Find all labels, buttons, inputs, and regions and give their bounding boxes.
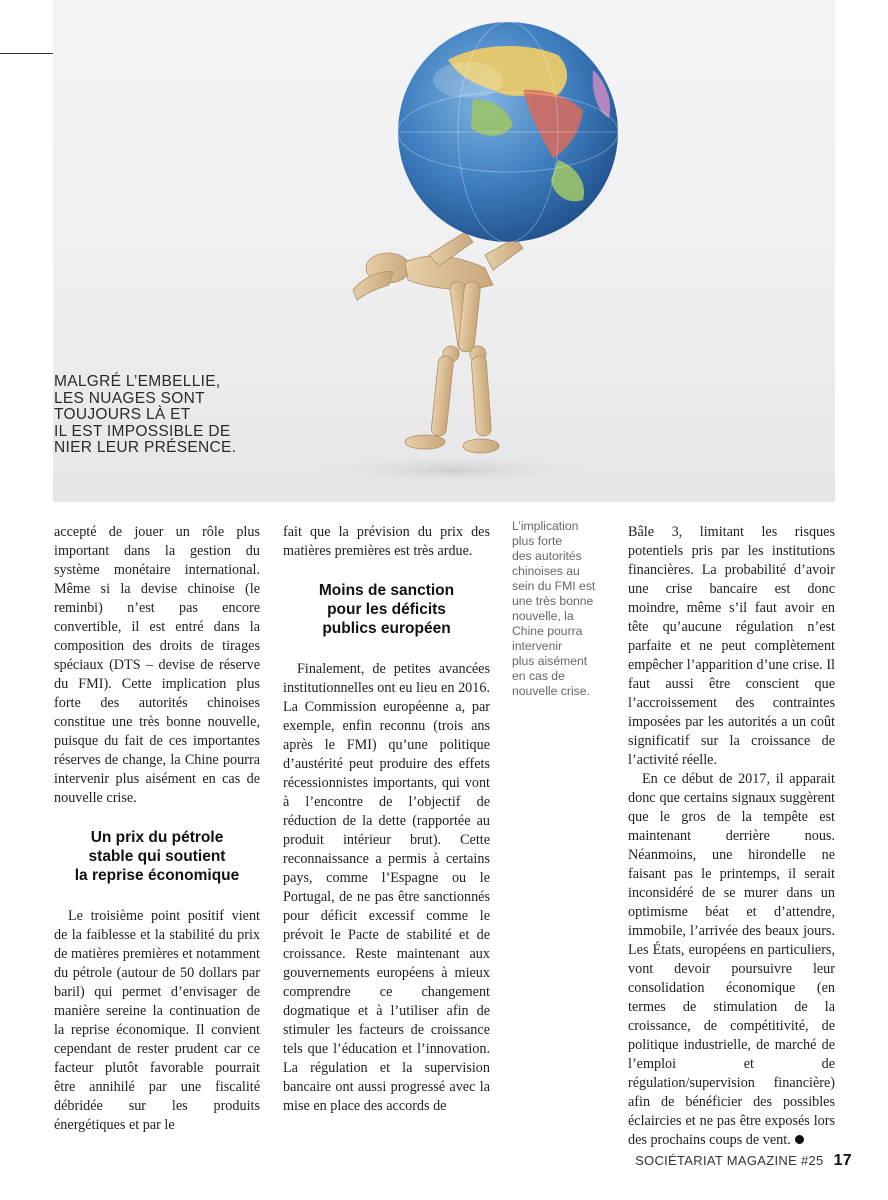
heading-line: Un prix du pétrole bbox=[90, 829, 224, 846]
pull-quote-line: nouvelle, la bbox=[512, 609, 574, 623]
page-footer bbox=[635, 1152, 852, 1170]
paragraph: Le troisième point positif vient de la faiblesse et la stabilité du prix de matières premières et notamment du pétrole (autour de 50 dollars par baril) qui permet d’envisager de manière sereine la continuation de la reprise économique. Il convient cependant de rester prudent car ce facteur plutôt favorable pourrait être annihilé par une fiscalité débridée sur les produits énergétiques et par le bbox=[54, 908, 260, 1133]
section-heading-petrole bbox=[54, 828, 260, 885]
heading-line: stable qui soutient bbox=[88, 848, 226, 865]
pull-quote-line: intervenir bbox=[512, 639, 563, 653]
pull-quote-line: plus forte bbox=[512, 534, 563, 548]
caption-line: NIER LEUR PRÉSENCE. bbox=[54, 439, 237, 456]
pull-quote bbox=[512, 519, 608, 699]
pull-quote-line: plus aisément bbox=[512, 654, 588, 668]
caption-line: LES NUAGES SONT bbox=[54, 389, 205, 407]
pull-quote-line: nouvelle crise. bbox=[512, 684, 590, 698]
paragraph: fait que la prévision du prix des matières premières est très ardue. bbox=[283, 524, 490, 559]
heading-line: pour les déficits bbox=[327, 601, 446, 618]
column-4 bbox=[628, 523, 835, 1150]
pull-quote-line: chinoises au bbox=[512, 564, 580, 578]
pull-quote-line: Chine pourra bbox=[512, 624, 583, 638]
paragraph-final bbox=[628, 770, 835, 1150]
section-heading-sanction bbox=[283, 581, 490, 638]
page-number: 17 bbox=[833, 1152, 852, 1169]
caption-line: MALGRÉ L’EMBELLIE, bbox=[54, 373, 221, 390]
pull-quote-line: en cas de bbox=[512, 669, 565, 683]
paragraph: accepté de jouer un rôle plus important dans la gestion du système monétaire international. Même si la devise chinoise (le reminbi) n’est pas encore convertible, il est entré dans la composition des droits de tirages spéciaux (DTS – devise de réserve du FMI). Cette implication plus forte des autorités chinoises constitue une très bonne nouvelle, puisque du fait de ces importantes réserves de change, la Chine pourra intervenir plus aisément en cas de nouvelle crise. bbox=[54, 524, 260, 806]
heading-line: publics européen bbox=[322, 620, 451, 637]
pull-quote-line: sein du FMI est bbox=[512, 579, 596, 593]
heading-line: Moins de sanction bbox=[318, 582, 455, 599]
photo-caption bbox=[54, 374, 254, 457]
magazine-name: SOCIÉTARIAT MAGAZINE #25 bbox=[635, 1153, 824, 1168]
caption-line: TOUJOURS LÀ ET bbox=[54, 406, 191, 423]
pull-quote-line: L’implication bbox=[512, 519, 579, 533]
paragraph: Finalement, de petites avancées institutionnelles ont eu lieu en 2016. La Commission européenne a, par exemple, enfin reconnu (trois ans après le FMI) qu’une politique d’austérité peut produire des effets récessionnistes importants, qui vont à l’encontre de l’objectif de réduction de la dette (rapportée au produit intérieur brut). Cette reconnaissance a permis à certains pays, comme l’Espagne ou le Portugal, de ne pas être sanctionnés pour déficit excessif comme le prévoit le Pacte de stabilité et de croissance. Reste maintenant aux gouvernements européens à mieux comprendre ce changement dogmatique et à l’utiliser afin de stimuler les facteurs de croissance tels que l’éducation et l’innovation. La régulation et la supervision bancaire ont aussi progressé avec la mise en place des accords de bbox=[283, 661, 490, 1114]
pull-quote-line: une très bonne bbox=[512, 594, 594, 608]
column-1 bbox=[54, 523, 260, 1135]
column-2 bbox=[283, 523, 490, 1116]
pull-quote-line: des autorités bbox=[512, 549, 582, 563]
end-mark-icon bbox=[795, 1135, 804, 1144]
paragraph: Bâle 3, limitant les risques potentiels pris par les institutions financières. La probabilité d’avoir une crise bancaire est donc moindre, même s’il faut avoir en tête qu’aucune régulation n’est parfaite et ne peut complètement empêcher l’apparition d’une crise. Il faut aussi être conscient que l’accroissement des contraintes imposées par les autorités a un coût significatif sur la croissance de l’activité réelle. bbox=[628, 524, 835, 768]
paragraph-text: En ce début de 2017, il apparait donc que certains signaux suggèrent que le gros de la tempête est maintenant derrière nous. Néanmoins, une hirondelle ne faisant pas le printemps, il serait inconsidéré de se murer dans un optimisme béat et d’attendre, immobile, l’arrivée des beaux jours. Les États, européens en particuliers, vont devoir poursuivre leur consolidation économique (en termes de stimulation de la croissance, de compétitivité, de politique industrielle, de marché de l’emploi et de régulation/supervision financière) afin de bénéficier des possibles éclaircies et ne pas être exposés lors des prochains coups de vent. bbox=[628, 771, 835, 1148]
header-rule bbox=[0, 53, 53, 54]
caption-line: IL EST IMPOSSIBLE DE bbox=[54, 422, 231, 440]
heading-line: la reprise économique bbox=[74, 867, 240, 884]
